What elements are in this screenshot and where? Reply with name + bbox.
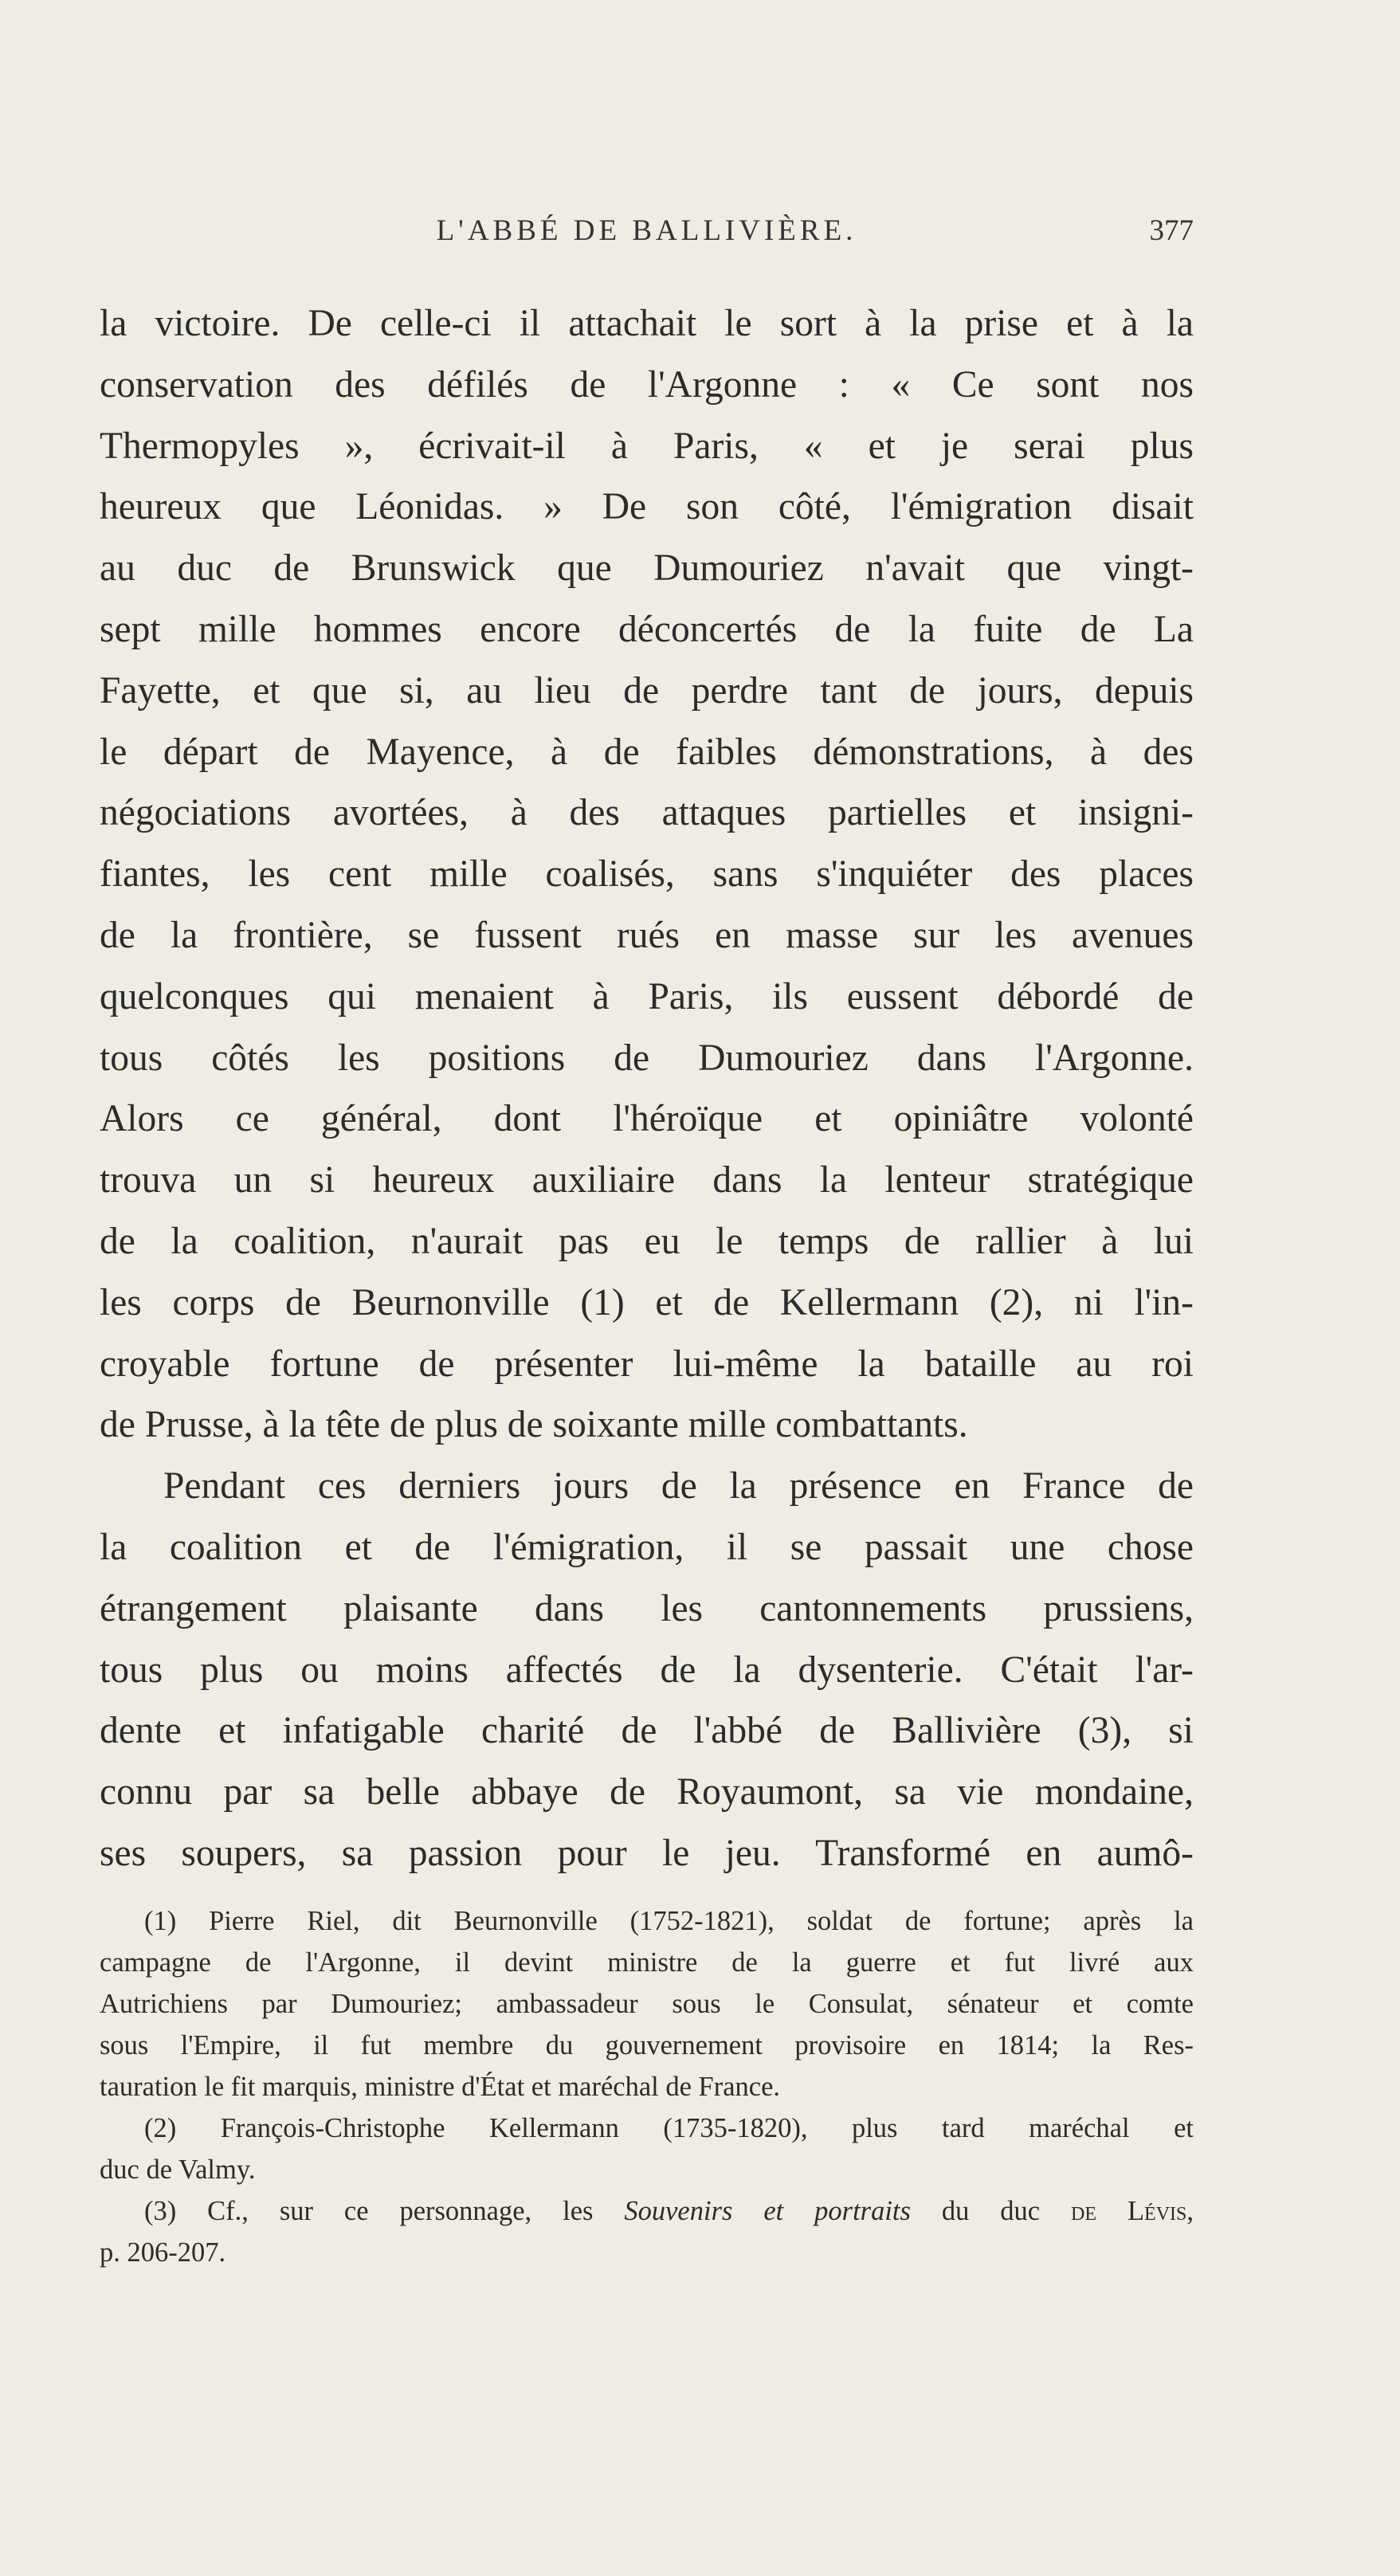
text-line: tous côtés les positions de Dumouriez dans l'Argonne.: [100, 1037, 1194, 1079]
text-line: de Prusse, à la tête de plus de soixante mille combattants.: [100, 1404, 968, 1446]
running-title: L'ABBÉ DE BALLIVIÈRE.: [436, 214, 857, 247]
text-line: Thermopyles », écrivait-il à Paris, « et je serai plus: [100, 425, 1194, 467]
text-line: de la frontière, se fussent rués en masse sur les avenues: [100, 914, 1194, 956]
footnote-3: [100, 2190, 1194, 2232]
text-line: Alors ce général, dont l'héroïque et opiniâtre volonté: [100, 1098, 1194, 1140]
footnote-3-middle: du duc: [910, 2196, 1072, 2226]
footnote-3-author: de Lévis: [1071, 2196, 1187, 2226]
text-line: le départ de Mayence, à de faibles démonstrations, à des: [100, 731, 1194, 773]
text-line: ses soupers, sa passion pour le jeu. Transformé en aumô-: [100, 1832, 1194, 1874]
text-line: quelconques qui menaient à Paris, ils eussent débordé de: [100, 975, 1194, 1017]
text-line: croyable fortune de présenter lui-même la bataille au roi: [100, 1343, 1194, 1385]
footnotes: [100, 1900, 1194, 2273]
footnote-3-work-title: Souvenirs et portraits: [624, 2196, 911, 2226]
footnote-line: (2) François-Christophe Kellermann (1735-1820), plus tard maréchal et: [144, 2113, 1194, 2143]
text-line: la coalition et de l'émigration, il se passait une chose: [100, 1526, 1194, 1568]
footnote-line: tauration le fit marquis, ministre d'État et maréchal de France.: [100, 2072, 781, 2102]
text-line: sept mille hommes encore déconcertés de la fuite de La: [100, 608, 1194, 650]
page-header: [100, 214, 1194, 261]
page-number: 377: [1149, 214, 1194, 247]
text-line: tous plus ou moins affectés de la dysenterie. C'était l'ar-: [100, 1649, 1194, 1691]
text-line: de la coalition, n'aurait pas eu le temps de rallier à lui: [100, 1220, 1194, 1262]
text-line: la victoire. De celle-ci il attachait le sort à la prise et à la: [100, 303, 1194, 344]
footnote-line: duc de Valmy.: [100, 2155, 256, 2185]
text-line: conservation des défilés de l'Argonne : « Ce sont nos: [100, 363, 1194, 406]
text-line: les corps de Beurnonville (1) et de Kellermann (2), ni l'in-: [100, 1281, 1194, 1323]
footnote-3-prefix: (3) Cf., sur ce personnage, les: [144, 2196, 625, 2226]
main-text: [100, 293, 1194, 1884]
text-line: Pendant ces derniers jours de la présence en France de: [163, 1465, 1194, 1508]
footnote-line: sous l'Empire, il fut membre du gouvernement provisoire en 1814; la Res-: [100, 2030, 1194, 2060]
text-line: fiantes, les cent mille coalisés, sans s'inquiéter des places: [100, 853, 1194, 896]
text-line: au duc de Brunswick que Dumouriez n'avait que vingt-: [100, 547, 1194, 590]
text-line: négociations avortées, à des attaques partielles et insigni-: [100, 792, 1194, 834]
footnote-line: (1) Pierre Riel, dit Beurnonville (1752-1821), soldat de fortune; après la: [144, 1906, 1194, 1936]
text-line: connu par sa belle abbaye de Royaumont, sa vie mondaine,: [100, 1771, 1194, 1813]
text-line: heureux que Léonidas. » De son côté, l'émigration disait: [100, 486, 1194, 528]
text-line: Fayette, et que si, au lieu de perdre tant de jours, depuis: [100, 669, 1194, 712]
footnote-3-suffix: ,: [1186, 2196, 1194, 2226]
footnote-line: Autrichiens par Dumouriez; ambassadeur sous le Consulat, sénateur et comte: [100, 1989, 1194, 2019]
footnote-line: p. 206-207.: [100, 2237, 226, 2268]
footnote-line: campagne de l'Argonne, il devint ministre de la guerre et fut livré aux: [100, 1947, 1194, 1978]
text-line: trouva un si heureux auxiliaire dans la lenteur stratégique: [100, 1159, 1194, 1202]
text-line: dente et infatigable charité de l'abbé de Ballivière (3), si: [100, 1710, 1194, 1752]
text-line: étrangement plaisante dans les cantonnements prussiens,: [100, 1587, 1194, 1629]
